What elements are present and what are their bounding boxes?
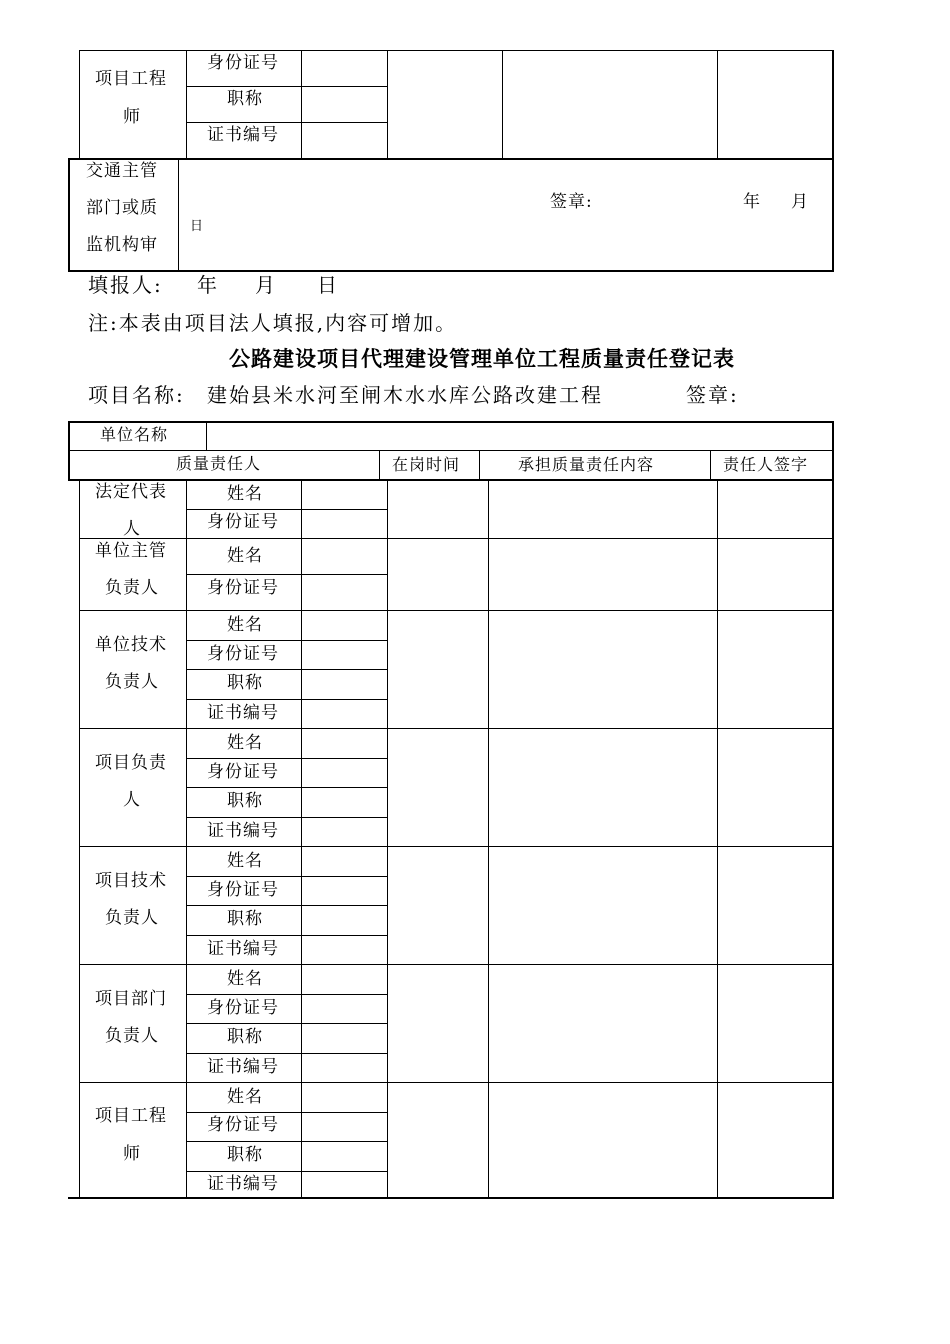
header-signature: 责任人签字 [723,455,809,474]
role-label-cont: 负责人 [105,908,159,928]
role-label: 项目技术 [95,871,167,891]
field-cert-label: 证书编号 [207,1057,279,1077]
project-name-value: 建始县米水河至闸木水水库公路改建工程 [207,383,603,407]
review-day-label: 日 [190,219,204,234]
field-title-label: 职称 [227,89,263,109]
role-label: 单位主管 [95,541,167,561]
field-id-label: 身份证号 [207,512,279,532]
field-title-label: 职称 [227,673,263,693]
unit-name-label: 单位名称 [100,425,169,444]
review-year-label: 年 [743,192,761,212]
field-name-label: 姓名 [227,615,263,635]
engineer-label: 项目工程 [95,69,167,89]
role-label: 项目工程 [95,1106,167,1126]
header-duty-time: 在岗时间 [392,455,461,474]
field-id-label: 身份证号 [207,1115,279,1135]
field-id-label: 身份证号 [207,998,279,1018]
field-name-label: 姓名 [227,969,263,989]
field-cert-label: 证书编号 [207,939,279,959]
role-label: 项目负责 [95,753,167,773]
field-cert-label: 证书编号 [207,821,279,841]
field-cert-label: 证书编号 [207,1174,279,1194]
field-cert-label: 证书编号 [207,703,279,723]
role-label-cont: 人 [123,790,141,810]
review-label-3: 监机构审 [86,235,158,255]
stamp-label: 签章: [686,383,739,407]
role-label-cont: 人 [123,519,141,539]
review-stamp-label: 签章: [550,192,593,212]
field-name-label: 姓名 [227,546,263,566]
role-label: 项目部门 [95,989,167,1009]
field-id-label: 身份证号 [207,880,279,900]
field-id-label: 身份证号 [207,762,279,782]
header-responsible: 质量责任人 [176,454,262,473]
field-id-label: 身份证号 [207,644,279,664]
role-label: 法定代表 [95,482,167,502]
report-day-label: 日 [317,273,339,297]
review-label: 交通主管 [86,161,158,181]
field-name-label: 姓名 [227,1087,263,1107]
reporter-label: 填报人: [88,273,163,297]
field-name-label: 姓名 [227,733,263,753]
role-label: 单位技术 [95,635,167,655]
page-title: 公路建设项目代理建设管理单位工程质量责任登记表 [229,346,735,371]
review-month-label: 月 [791,192,809,212]
field-title-label: 职称 [227,791,263,811]
field-title-label: 职称 [227,909,263,929]
role-label-cont: 负责人 [105,672,159,692]
engineer-label-cont: 师 [123,107,141,127]
field-title-label: 职称 [227,1145,263,1165]
role-label-cont: 师 [123,1144,141,1164]
report-year-label: 年 [197,273,219,297]
role-label-cont: 负责人 [105,578,159,598]
field-name-label: 姓名 [227,851,263,871]
project-name-label: 项目名称: [88,383,185,407]
field-name-label: 姓名 [227,484,263,504]
review-label-2: 部门或质 [86,198,158,218]
field-title-label: 职称 [227,1027,263,1047]
header-duty-content: 承担质量责任内容 [518,455,655,474]
field-cert-label: 证书编号 [207,125,279,145]
report-month-label: 月 [255,273,277,297]
form-note: 注:本表由项目法人填报,内容可增加。 [88,311,458,335]
field-id-label: 身份证号 [207,578,279,598]
role-label-cont: 负责人 [105,1026,159,1046]
field-id-label: 身份证号 [207,53,279,73]
